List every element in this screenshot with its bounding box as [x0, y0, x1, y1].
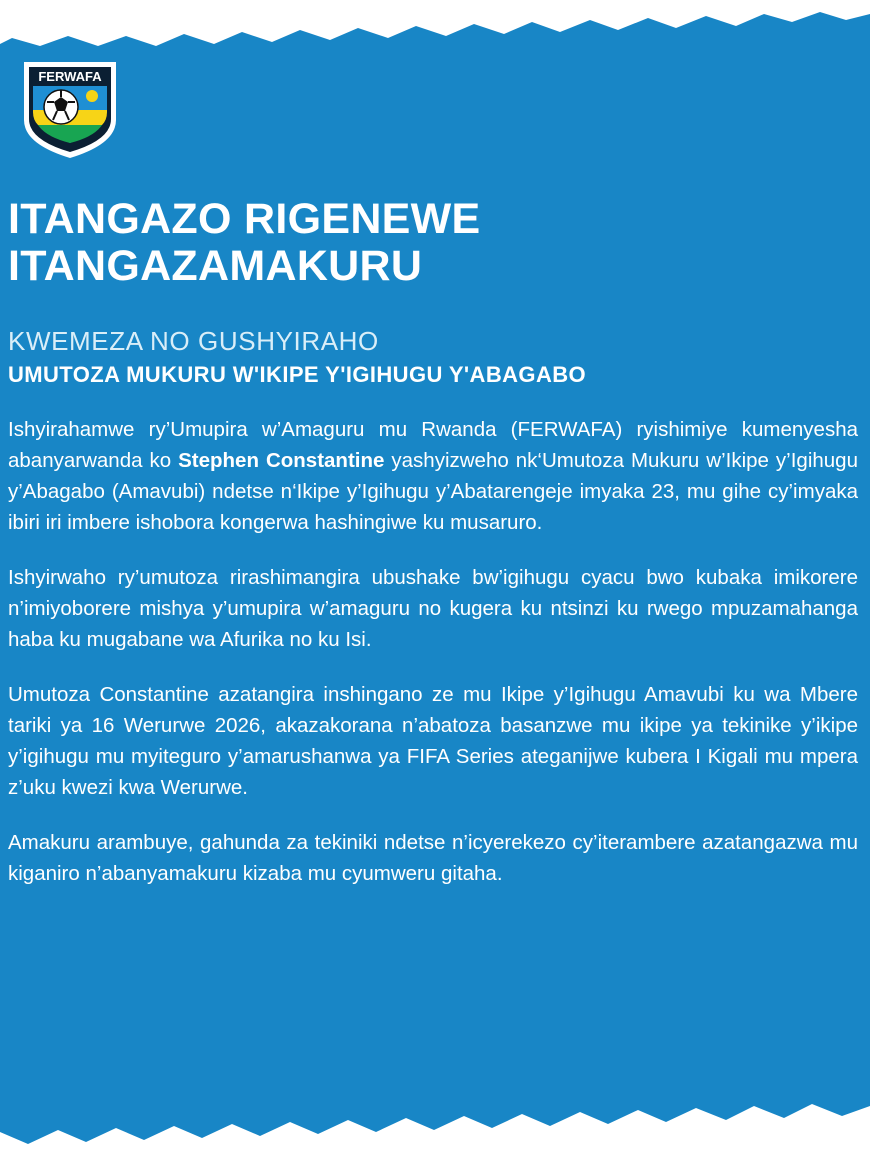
- page-title: [8, 196, 848, 290]
- paragraph-1-part-1: Ishyirahamwe ry’Umupira w’Amaguru mu Rwanda (FERWAFA) ryishimiye kumenyesha abanyarwanda ko: [8, 418, 858, 472]
- paragraph-1-part-2: yashyizweho nk‘Umutoza Mukuru w’Ikipe y’Igihugu y’Abagabo (Amavubi) ndetse n‘Ikipe y’Igihugu y’Abatarengeje imyaka 23, mu gihe cy’imyaka ibiri iri imbere ishobora kongerwa hashingiwe ku musaruro.: [8, 449, 858, 534]
- subtitle-primary: KWEMEZA NO GUSHYIRAHO: [8, 326, 379, 356]
- paragraph-4: Amakuru arambuye, gahunda za tekiniki ndetse n’icyerekezo cy’iterambere azatangazwa mu kiganiro n’abanyamakuru kizaba mu cyumweru gitaha.: [8, 831, 858, 885]
- announcement-body: [8, 414, 864, 889]
- paragraph-3: Umutoza Constantine azatangira inshingano ze mu Ikipe y’Igihugu Amavubi ku wa Mbere tariki ya 16 Werurwe 2026, akazakorana n’abatoza basanzwe mu ikipe ya tekinike y’ikipe y’igihugu mu myiteguro y’amarushanwa ya FIFA Series ateganijwe kubera I Kigali mu mpera z’uku kwezi kwa Werurwe.: [8, 683, 858, 799]
- paragraph-1: [8, 414, 864, 538]
- torn-paper-top-edge: [0, 0, 870, 46]
- headline-line-2: ITANGAZAMAKURU: [8, 242, 423, 290]
- ferwafa-crest-text: FERWAFA: [38, 69, 102, 84]
- subtitle-secondary: UMUTOZA MUKURU W'IKIPE Y'IGIHUGU Y'ABAGABO: [8, 362, 587, 387]
- headline-line-1: ITANGAZO RIGENEWE: [8, 195, 481, 243]
- ferwafa-crest-icon: [14, 52, 126, 164]
- torn-paper-bottom-edge: [0, 1100, 870, 1160]
- ferwafa-logo: [14, 52, 126, 164]
- paragraph-2: Ishyirwaho ry’umutoza rirashimangira ubushake bw’igihugu cyacu bwo kubaka imikorere n’imiyoborere mishya y’umupira w’amaguru no kugera ku ntsinzi ku rwego mpuzamahanga haba ku mugabane wa Afurika no ku Isi.: [8, 566, 858, 651]
- coach-name: Stephen Constantine: [178, 449, 385, 472]
